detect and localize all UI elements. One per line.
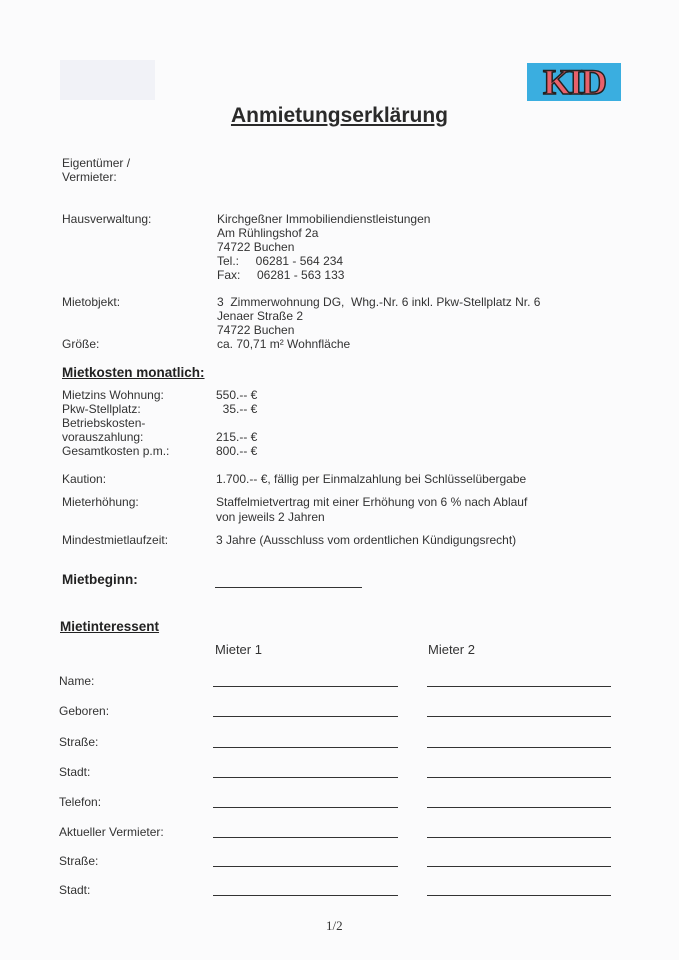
faded-stamp — [60, 60, 155, 100]
owner-label: Eigentümer / Vermieter: — [62, 156, 131, 184]
tenant2-field-input[interactable] — [427, 686, 611, 687]
tenant2-field-input[interactable] — [427, 747, 611, 748]
tenant2-field-input[interactable] — [427, 895, 611, 896]
management-city: 74722 Buchen — [217, 240, 295, 254]
minterm-label: Mindestmietlaufzeit: — [62, 533, 169, 547]
tenant-field-label: Stadt: — [59, 765, 91, 779]
tenant-field-label: Aktueller Vermieter: — [59, 825, 164, 839]
object-label: Mietobjekt: — [62, 295, 121, 309]
tenants-heading: Mietinteressent — [60, 619, 160, 634]
tenant2-field-input[interactable] — [427, 716, 611, 717]
tenant1-field-input[interactable] — [213, 866, 398, 867]
increase-label: Mieterhöhung: — [62, 495, 139, 509]
tenant1-field-input[interactable] — [213, 747, 398, 748]
tenant1-heading: Mieter 1 — [215, 642, 262, 657]
cost-value: 35.-- € — [216, 402, 258, 416]
tenant1-field-input[interactable] — [213, 716, 398, 717]
cost-label: Pkw-Stellplatz: — [62, 402, 141, 416]
document-title: Anmietungserklärung — [230, 104, 449, 127]
tenant-field-label: Straße: — [59, 735, 99, 749]
cost-label: vorauszahlung: — [62, 430, 144, 444]
cost-value: 215.-- € — [216, 430, 258, 444]
tenant1-field-input[interactable] — [213, 807, 398, 808]
tenant1-field-input[interactable] — [213, 837, 398, 838]
tenant2-field-input[interactable] — [427, 866, 611, 867]
tenant1-field-input[interactable] — [213, 895, 398, 896]
management-name: Kirchgeßner Immobiliendienstleistungen — [217, 212, 431, 226]
size-value: ca. 70,71 m² Wohnfläche — [217, 337, 351, 351]
tenant2-field-input[interactable] — [427, 807, 611, 808]
object-description: 3 Zimmerwohnung DG, Whg.-Nr. 6 inkl. Pkw-Stellplatz Nr. 6 — [217, 295, 541, 309]
cost-label: Mietzins Wohnung: — [62, 388, 164, 402]
management-street: Am Rühlingshof 2a — [217, 226, 319, 240]
management-label: Hausverwaltung: — [62, 212, 152, 226]
cost-label: Betriebskosten- — [62, 416, 146, 430]
increase-value-cont: von jeweils 2 Jahren — [216, 510, 325, 524]
deposit-value: 1.700.-- €, fällig per Einmalzahlung bei Schlüsselübergabe — [216, 472, 527, 486]
size-label: Größe: — [62, 337, 100, 351]
object-city: 74722 Buchen — [217, 323, 295, 337]
tenant-field-label: Stadt: — [59, 883, 91, 897]
tenant-field-label: Straße: — [59, 854, 99, 868]
deposit-label: Kaution: — [62, 472, 107, 486]
tenant2-field-input[interactable] — [427, 777, 611, 778]
kid-logo: KID — [527, 63, 621, 101]
minterm-value: 3 Jahre (Ausschluss vom ordentlichen Kündigungsrecht) — [216, 533, 517, 547]
costs-heading: Mietkosten monatlich: — [62, 365, 205, 380]
cost-value: 550.-- € — [216, 388, 258, 402]
page-number: 1/2 — [326, 918, 343, 933]
increase-value: Staffelmietvertrag mit einer Erhöhung von 6 % nach Ablauf — [216, 495, 528, 509]
management-fax: Fax: 06281 - 563 133 — [217, 268, 345, 282]
management-phone: Tel.: 06281 - 564 234 — [217, 254, 344, 268]
tenant-field-label: Geboren: — [59, 704, 110, 718]
tenant-field-label: Name: — [59, 674, 95, 688]
tenant-field-label: Telefon: — [59, 795, 102, 809]
tenant2-field-input[interactable] — [427, 837, 611, 838]
tenant2-heading: Mieter 2 — [428, 642, 475, 657]
tenant1-field-input[interactable] — [213, 777, 398, 778]
start-label: Mietbeginn: — [62, 572, 138, 587]
tenant1-field-input[interactable] — [213, 686, 398, 687]
cost-value: 800.-- € — [216, 444, 258, 458]
start-date-field[interactable] — [215, 587, 362, 588]
cost-label: Gesamtkosten p.m.: — [62, 444, 170, 458]
object-street: Jenaer Straße 2 — [217, 309, 304, 323]
